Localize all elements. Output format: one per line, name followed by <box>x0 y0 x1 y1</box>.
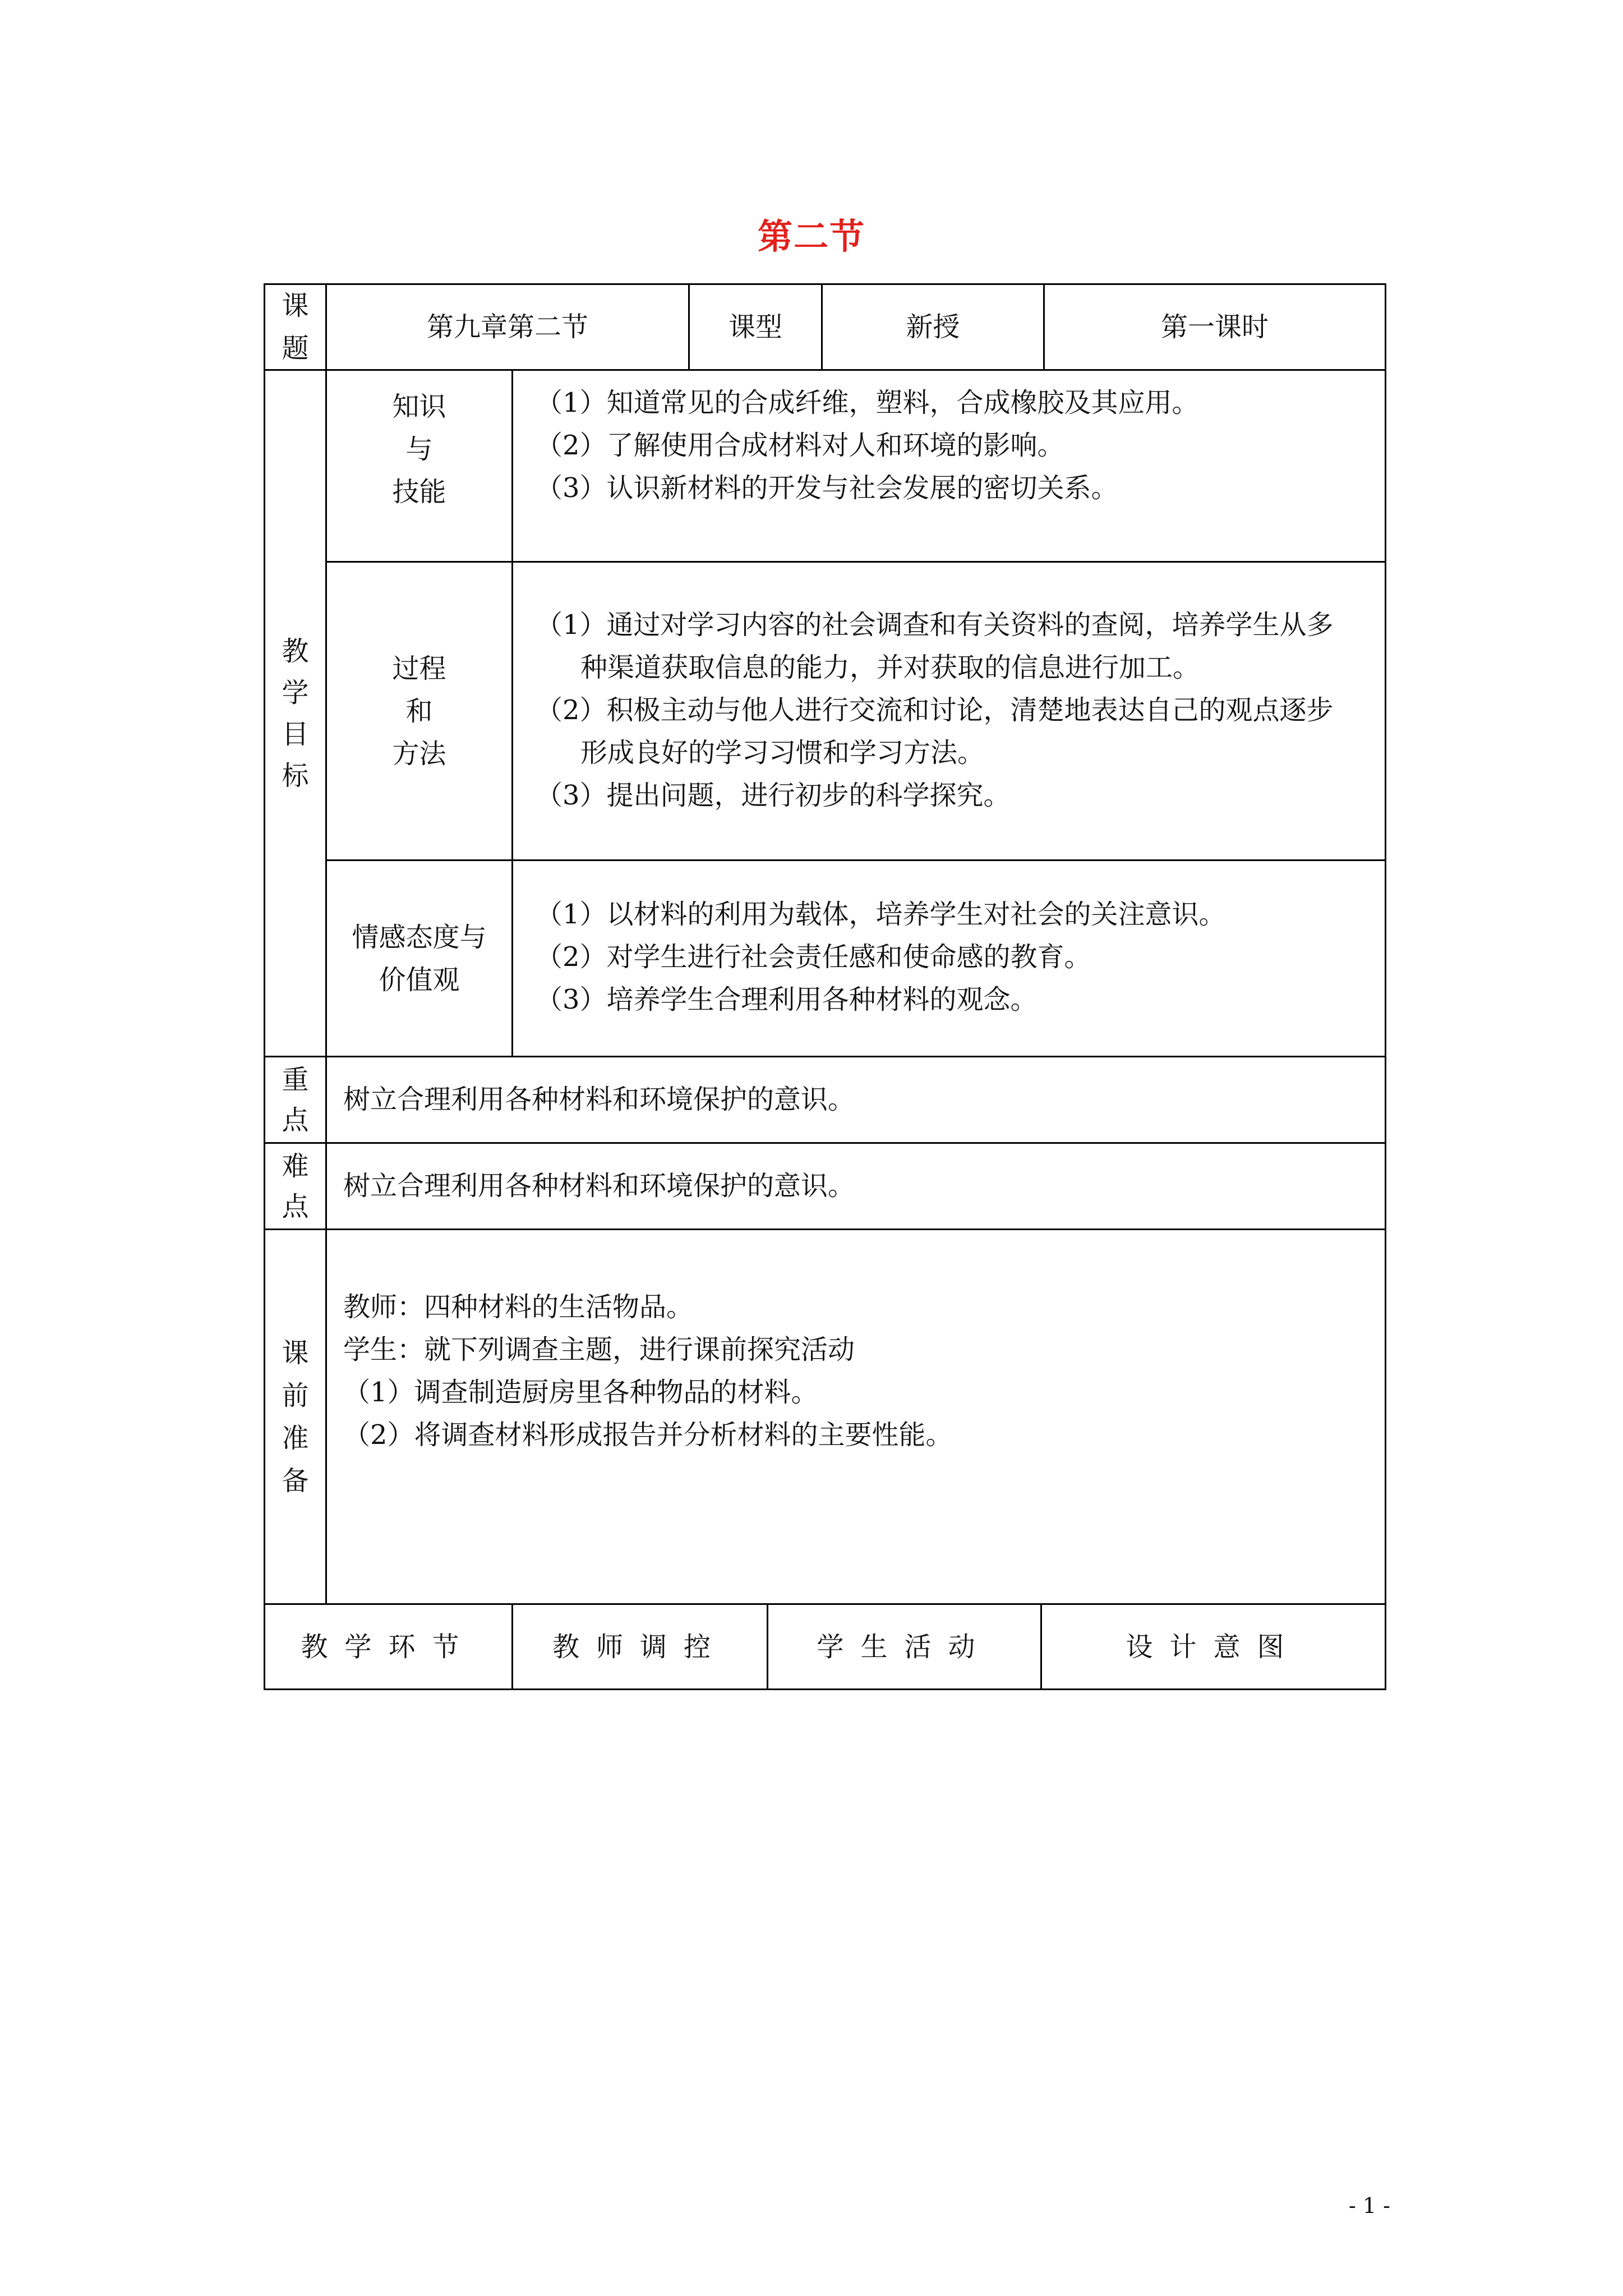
process-label <box>327 563 511 859</box>
process-items <box>536 604 1360 817</box>
knowledge-label-line: 与 <box>405 434 433 465</box>
process-item: （3）提出问题，进行初步的科学探究。 <box>536 780 1011 811</box>
preparation-line: 学生：就下列调查主题，进行课前探究活动 <box>343 1334 855 1365</box>
subject-label <box>265 285 325 369</box>
column-header-design: 设计意图 <box>1126 1631 1301 1663</box>
preparation-line: 教师：四种材料的生活物品。 <box>343 1291 694 1323</box>
emotion-item: （2）对学生进行社会责任感和使命感的教育。 <box>536 941 1091 973</box>
page-number: - 1 - <box>1349 2193 1391 2218</box>
emotion-item: （1）以材料的利用为载体，培养学生对社会的关注意识。 <box>536 899 1226 930</box>
key-point-text: 树立合理利用各种材料和环境保护的意识。 <box>343 1084 855 1115</box>
preparation-lines <box>343 1286 1364 1456</box>
page-title: 第二节 <box>757 216 865 257</box>
preparation-line: （2）将调查材料形成报告并分析材料的主要性能。 <box>343 1419 953 1451</box>
difficulty-label-text: 难点 <box>282 1150 309 1222</box>
emotion-label-line: 情感态度与 <box>352 921 487 953</box>
preparation-label-text: 课前准备 <box>282 1337 309 1497</box>
process-label-line: 和 <box>405 695 433 727</box>
period-value: 第一课时 <box>1160 311 1269 343</box>
difficulty-label <box>265 1144 325 1228</box>
emotion-items <box>536 893 1371 1021</box>
process-item: （2）积极主动与他人进行交流和讨论，清楚地表达自己的观点逐步形成良好的学习习惯和学习方法。 <box>536 694 1334 769</box>
emotion-label <box>327 861 511 1056</box>
difficulty-text: 树立合理利用各种材料和环境保护的意识。 <box>343 1170 855 1202</box>
knowledge-item: （3）认识新材料的开发与社会发展的密切关系。 <box>536 472 1118 504</box>
column-header-stage: 教学环节 <box>301 1631 476 1663</box>
knowledge-label-line: 技能 <box>392 476 446 508</box>
knowledge-item: （2）了解使用合成材料对人和环境的影响。 <box>536 430 1064 461</box>
preparation-label <box>265 1230 325 1603</box>
objectives-label-text: 教学目标 <box>282 635 309 792</box>
column-header-student: 学生活动 <box>817 1631 992 1663</box>
emotion-label-line: 价值观 <box>379 964 460 996</box>
emotion-item: （3）培养学生合理利用各种材料的观念。 <box>536 984 1038 1015</box>
subject-value: 第九章第二节 <box>426 311 588 343</box>
type-label: 课型 <box>728 311 782 343</box>
subject-label-text: 课题 <box>282 290 309 364</box>
knowledge-label <box>327 371 511 528</box>
knowledge-items <box>536 381 1371 509</box>
type-value: 新授 <box>906 311 960 343</box>
knowledge-item: （1）知道常见的合成纤维，塑料，合成橡胶及其应用。 <box>536 387 1199 418</box>
objectives-label <box>265 371 325 1056</box>
key-point-label-text: 重点 <box>282 1064 309 1136</box>
process-label-line: 方法 <box>392 738 446 770</box>
key-point-label <box>265 1057 325 1142</box>
column-header-teacher: 教师调控 <box>552 1631 727 1663</box>
process-label-line: 过程 <box>392 652 446 684</box>
knowledge-label-line: 知识 <box>392 391 446 422</box>
preparation-line: （1）调查制造厨房里各种物品的材料。 <box>343 1377 818 1408</box>
process-item: （1）通过对学习内容的社会调查和有关资料的查阅，培养学生从多种渠道获取信息的能力，并对获取的信息进行加工。 <box>536 609 1334 683</box>
